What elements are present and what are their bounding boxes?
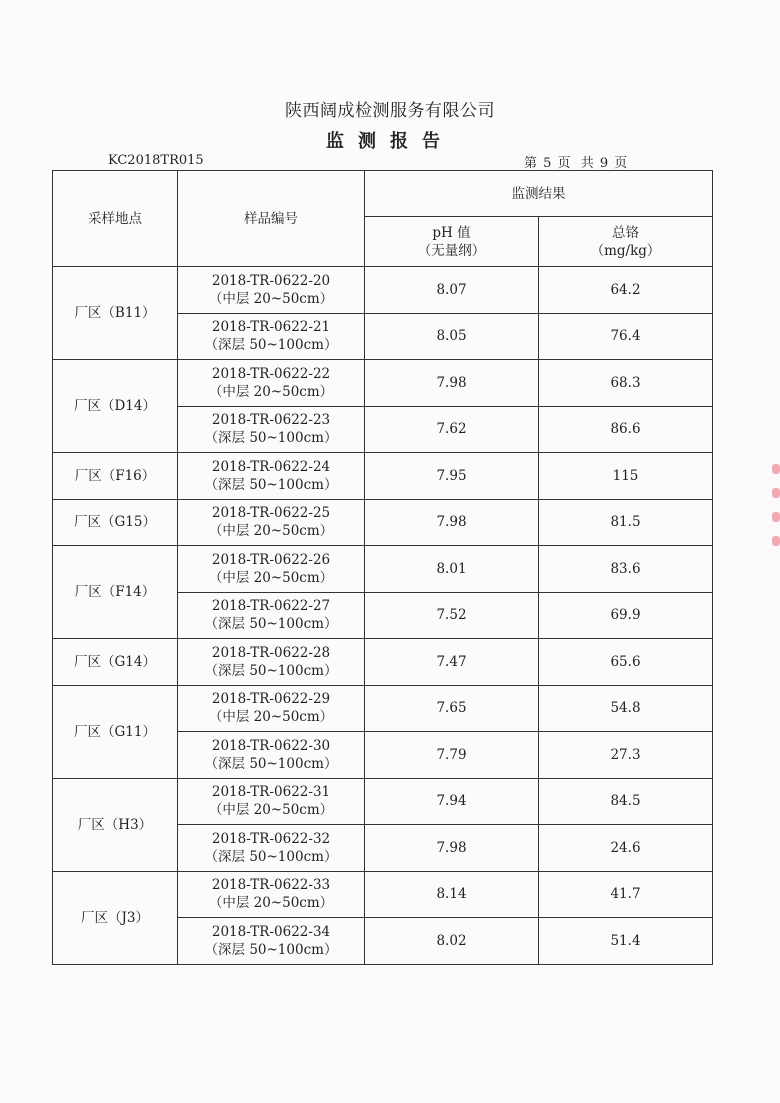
cell-sample-id [178, 732, 365, 779]
header-chromium-label: 总铬 [612, 224, 639, 241]
cell-ph: 8.07 [365, 267, 539, 314]
cell-ph: 7.65 [365, 685, 539, 732]
cell-sample-id [178, 546, 365, 593]
cell-location: 厂区（F14） [53, 546, 178, 639]
cell-sample-id [178, 778, 365, 825]
cell-ph: 7.95 [365, 453, 539, 500]
sample-code: 2018-TR-0622-24 [211, 458, 331, 475]
cell-ph: 7.62 [365, 406, 539, 453]
sample-layer: （深层 50~100cm） [204, 616, 338, 633]
sample-code: 2018-TR-0622-31 [211, 784, 331, 801]
sample-layer: （中层 20~50cm） [208, 802, 334, 819]
sample-layer: （中层 20~50cm） [208, 569, 334, 586]
cell-location: 厂区（H3） [53, 778, 178, 871]
cell-ph: 7.52 [365, 592, 539, 639]
cell-chromium: 69.9 [539, 592, 713, 639]
sample-code: 2018-TR-0622-33 [211, 877, 331, 894]
header-ph [365, 217, 539, 267]
sample-code: 2018-TR-0622-32 [211, 830, 331, 847]
sample-layer: （中层 20~50cm） [208, 709, 334, 726]
sample-layer: （深层 50~100cm） [204, 662, 338, 679]
cell-chromium: 76.4 [539, 313, 713, 360]
sample-code: 2018-TR-0622-26 [211, 551, 331, 568]
page-info [524, 152, 631, 171]
header-chromium-unit: （mg/kg） [590, 242, 661, 259]
sample-code: 2018-TR-0622-29 [211, 691, 331, 708]
sample-code: 2018-TR-0622-25 [211, 505, 331, 522]
cell-location: 厂区（G15） [53, 499, 178, 546]
cell-chromium: 83.6 [539, 546, 713, 593]
cell-location: 厂区（G14） [53, 639, 178, 686]
cell-ph: 7.98 [365, 360, 539, 407]
cell-ph: 8.14 [365, 871, 539, 918]
cell-location: 厂区（F16） [53, 453, 178, 500]
report-title: 监测报告 [326, 131, 454, 152]
sample-layer: （深层 50~100cm） [204, 430, 338, 447]
header-chromium [539, 217, 713, 267]
table-row [53, 453, 713, 500]
cell-chromium: 65.6 [539, 639, 713, 686]
company-name: 陕西阔成检测服务有限公司 [285, 101, 495, 121]
header-ph-unit: （无量纲） [417, 242, 486, 259]
cell-chromium: 81.5 [539, 499, 713, 546]
results-table [52, 170, 713, 965]
cell-location: 厂区（D14） [53, 360, 178, 453]
table-row [53, 685, 713, 732]
cell-sample-id [178, 871, 365, 918]
cell-chromium: 115 [539, 453, 713, 500]
cell-sample-id [178, 592, 365, 639]
cell-sample-id [178, 639, 365, 686]
header-location: 采样地点 [53, 171, 178, 267]
cell-ph: 7.47 [365, 639, 539, 686]
page-total: 共 9 页 [580, 156, 628, 171]
sample-layer: （中层 20~50cm） [208, 383, 334, 400]
cell-ph: 8.02 [365, 918, 539, 965]
sample-code: 2018-TR-0622-30 [211, 737, 331, 754]
cell-chromium: 41.7 [539, 871, 713, 918]
sample-code: 2018-TR-0622-20 [211, 272, 331, 289]
table-row [53, 778, 713, 825]
sample-layer: （深层 50~100cm） [204, 848, 338, 865]
cell-sample-id [178, 313, 365, 360]
cell-sample-id [178, 453, 365, 500]
table-row [53, 871, 713, 918]
header-sample-id: 样品编号 [178, 171, 365, 267]
page-current: 第 5 页 [524, 156, 571, 171]
cell-ph: 7.98 [365, 825, 539, 872]
header-ph-label: pH 值 [432, 224, 471, 241]
sample-layer: （深层 50~100cm） [204, 941, 338, 958]
cell-ph: 8.05 [365, 313, 539, 360]
cell-sample-id [178, 825, 365, 872]
cell-chromium: 27.3 [539, 732, 713, 779]
cell-location: 厂区（G11） [53, 685, 178, 778]
cell-ph: 7.79 [365, 732, 539, 779]
sample-layer: （深层 50~100cm） [204, 755, 338, 772]
cell-sample-id [178, 918, 365, 965]
table-row [53, 639, 713, 686]
cell-sample-id [178, 267, 365, 314]
table-row [53, 267, 713, 314]
sample-layer: （中层 20~50cm） [208, 895, 334, 912]
sample-layer: （中层 20~50cm） [208, 290, 334, 307]
sample-code: 2018-TR-0622-23 [211, 412, 331, 429]
sample-layer: （中层 20~50cm） [208, 523, 334, 540]
sample-code: 2018-TR-0622-27 [211, 598, 331, 615]
cell-location: 厂区（J3） [53, 871, 178, 964]
table-row [53, 360, 713, 407]
cell-chromium: 24.6 [539, 825, 713, 872]
table-row [53, 499, 713, 546]
cell-chromium: 64.2 [539, 267, 713, 314]
sample-code: 2018-TR-0622-21 [211, 319, 331, 336]
cell-chromium: 51.4 [539, 918, 713, 965]
cell-location: 厂区（B11） [53, 267, 178, 360]
cell-ph: 7.94 [365, 778, 539, 825]
cell-chromium: 68.3 [539, 360, 713, 407]
report-number: KC2018TR015 [108, 153, 204, 168]
sample-code: 2018-TR-0622-28 [211, 644, 331, 661]
cell-chromium: 84.5 [539, 778, 713, 825]
cell-sample-id [178, 360, 365, 407]
cell-sample-id [178, 685, 365, 732]
cell-sample-id [178, 499, 365, 546]
cell-sample-id [178, 406, 365, 453]
cell-chromium: 54.8 [539, 685, 713, 732]
sample-layer: （深层 50~100cm） [204, 476, 338, 493]
header-results: 监测结果 [365, 171, 713, 217]
sample-layer: （深层 50~100cm） [204, 337, 338, 354]
seal-stamp-fragment [766, 450, 780, 600]
cell-chromium: 86.6 [539, 406, 713, 453]
sample-code: 2018-TR-0622-22 [211, 365, 331, 382]
result-rows [53, 267, 713, 965]
sample-code: 2018-TR-0622-34 [211, 923, 331, 940]
table-row [53, 546, 713, 593]
cell-ph: 7.98 [365, 499, 539, 546]
cell-ph: 8.01 [365, 546, 539, 593]
